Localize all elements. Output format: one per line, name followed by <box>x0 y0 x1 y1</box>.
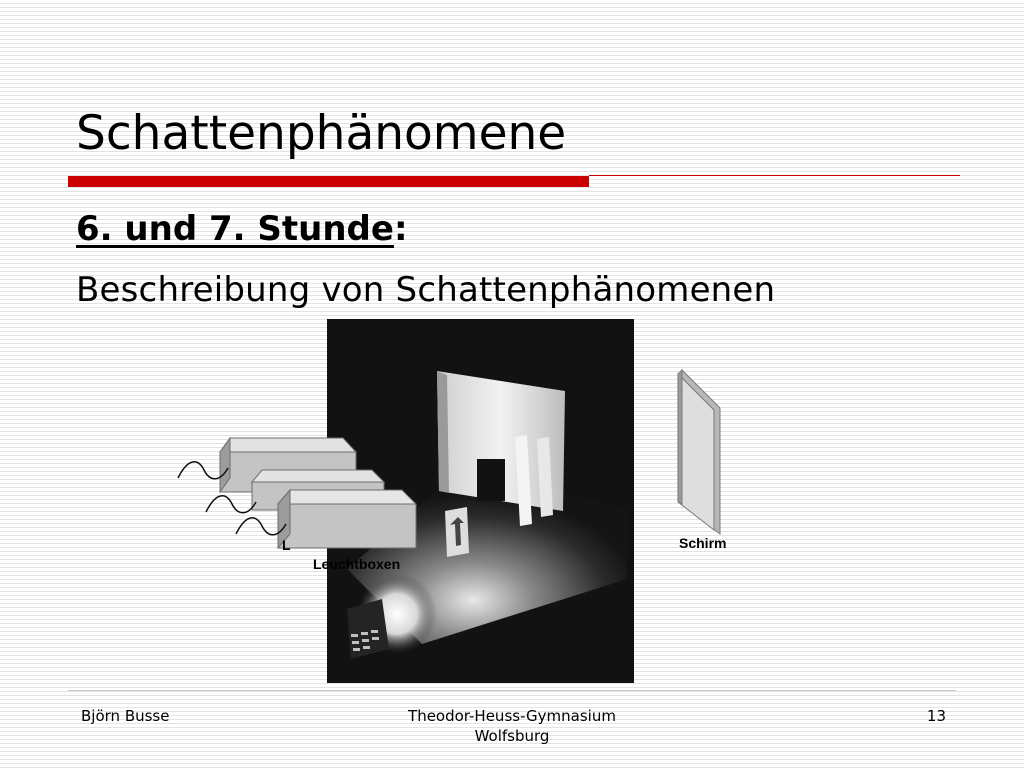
slide-title: Schattenphänomene <box>76 106 567 161</box>
lesson-heading-colon: : <box>393 209 408 249</box>
lesson-heading-text: 6. und 7. Stunde <box>76 209 394 249</box>
screen-label: Schirm <box>679 535 727 551</box>
screen-panel <box>670 368 730 536</box>
light-boxes-diagram <box>170 430 430 560</box>
footer-divider <box>68 690 956 691</box>
light-box-front <box>278 490 416 548</box>
footer-author: Björn Busse <box>81 707 170 725</box>
page-number: 13 <box>926 707 946 725</box>
light-box-label-partial: L <box>282 537 291 553</box>
lesson-heading <box>76 208 408 250</box>
lesson-description: Beschreibung von Schattenphänomenen <box>76 270 776 310</box>
light-wave-2 <box>206 496 256 513</box>
title-underline-thin <box>589 175 960 176</box>
light-boxes-label: Leuchtboxen <box>313 556 401 572</box>
title-underline-thick <box>68 176 589 187</box>
footer-school: Theodor-Heuss-Gymnasium Wolfsburg <box>408 707 616 745</box>
